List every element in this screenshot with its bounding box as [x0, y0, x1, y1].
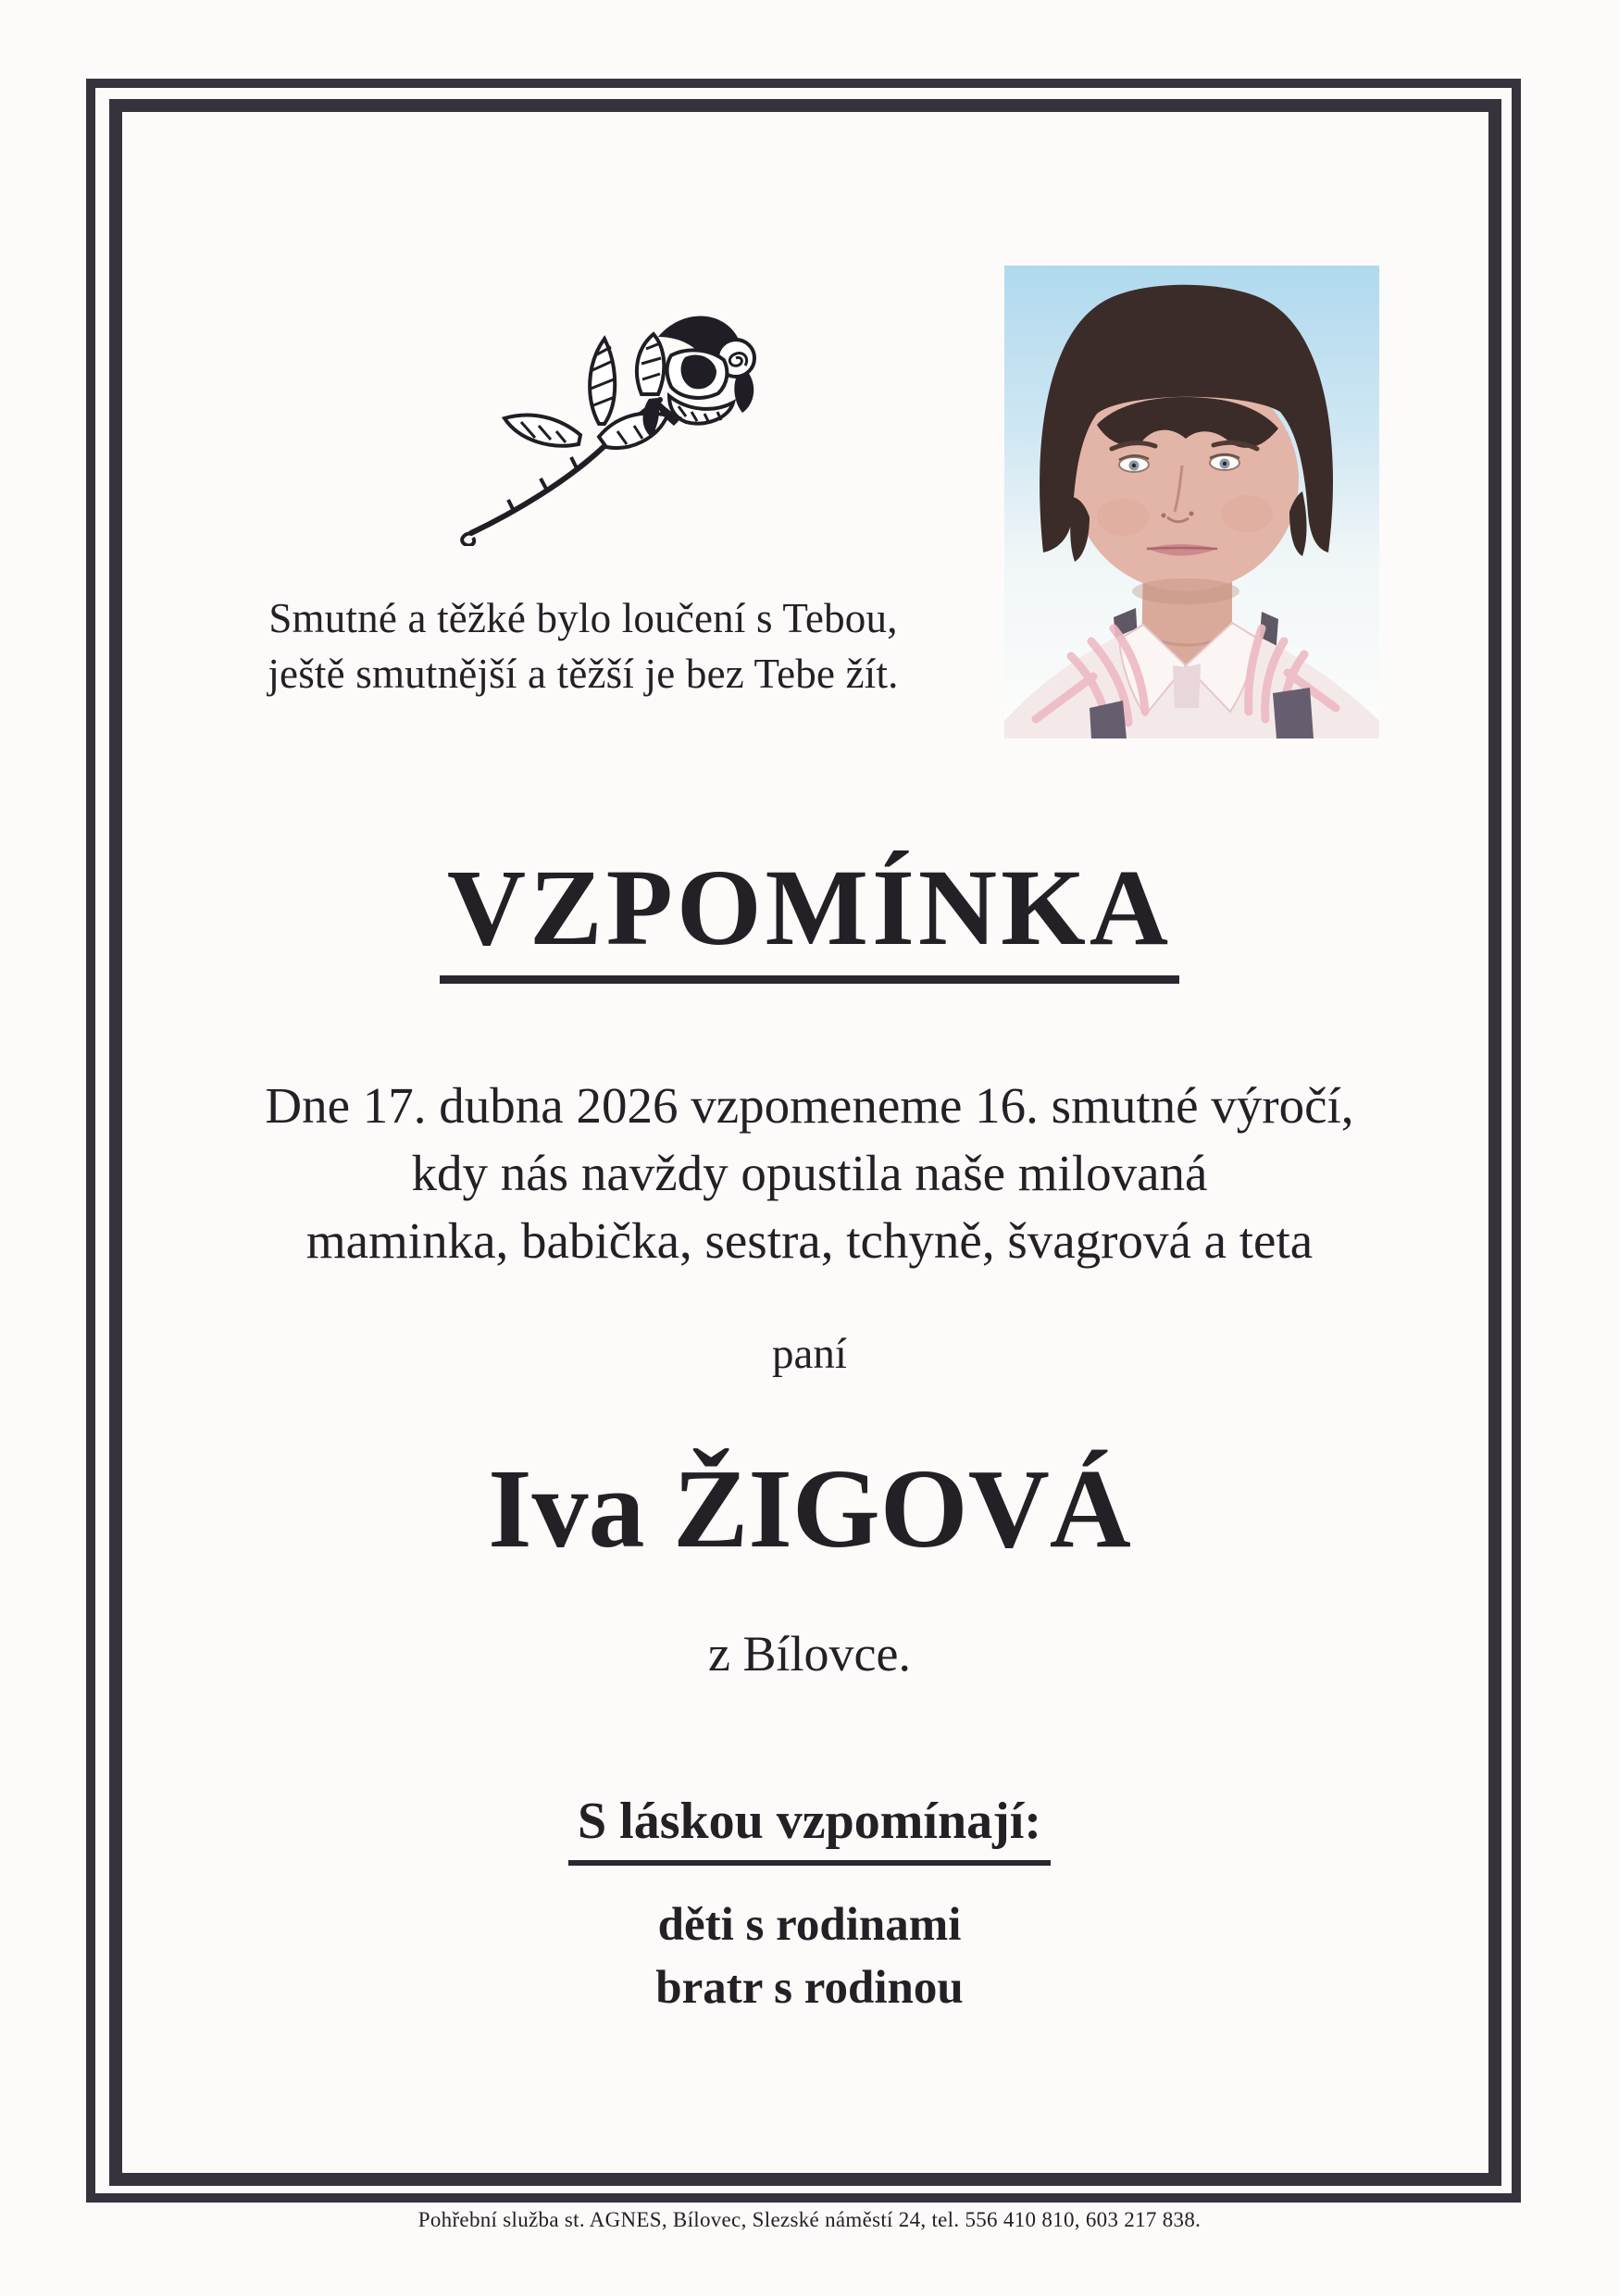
announcement-line-2: kdy nás navždy opustila naše milovaná	[411, 1145, 1208, 1201]
closing-row	[0, 1792, 1619, 1866]
funeral-service-footer: Pohřební služba st. AGNES, Bílovec, Slezské náměstí 24, tel. 556 410 810, 603 217 838.	[417, 2208, 1202, 2231]
quote	[120, 590, 1046, 701]
origin: z Bílovce.	[708, 1626, 911, 1682]
salutation: paní	[772, 1330, 847, 1378]
mourners-line-2: bratr s rodinou	[655, 1962, 964, 2014]
title-row	[0, 847, 1619, 984]
announcement	[0, 1072, 1619, 1274]
portrait-photo	[1004, 266, 1379, 738]
deceased-name: Iva ŽIGOVÁ	[488, 1446, 1131, 1571]
announcement-line-1: Dne 17. dubna 2026 vzpomeneme 16. smutné výročí,	[265, 1077, 1354, 1134]
announcement-line-3: maminka, babička, sestra, tchyně, švagrová a teta	[305, 1212, 1314, 1269]
closing-heading: S láskou vzpomínají:	[568, 1792, 1051, 1866]
mourners	[0, 1893, 1619, 2019]
rose-icon	[458, 313, 756, 546]
quote-line-1: Smutné a těžké bylo loučení s Tebou,	[268, 595, 898, 641]
mourners-line-1: děti s rodinami	[657, 1899, 962, 1951]
page-title: VZPOMÍNKA	[440, 853, 1179, 984]
quote-line-2: ještě smutnější a těžší je bez Tebe žít.	[268, 651, 899, 697]
